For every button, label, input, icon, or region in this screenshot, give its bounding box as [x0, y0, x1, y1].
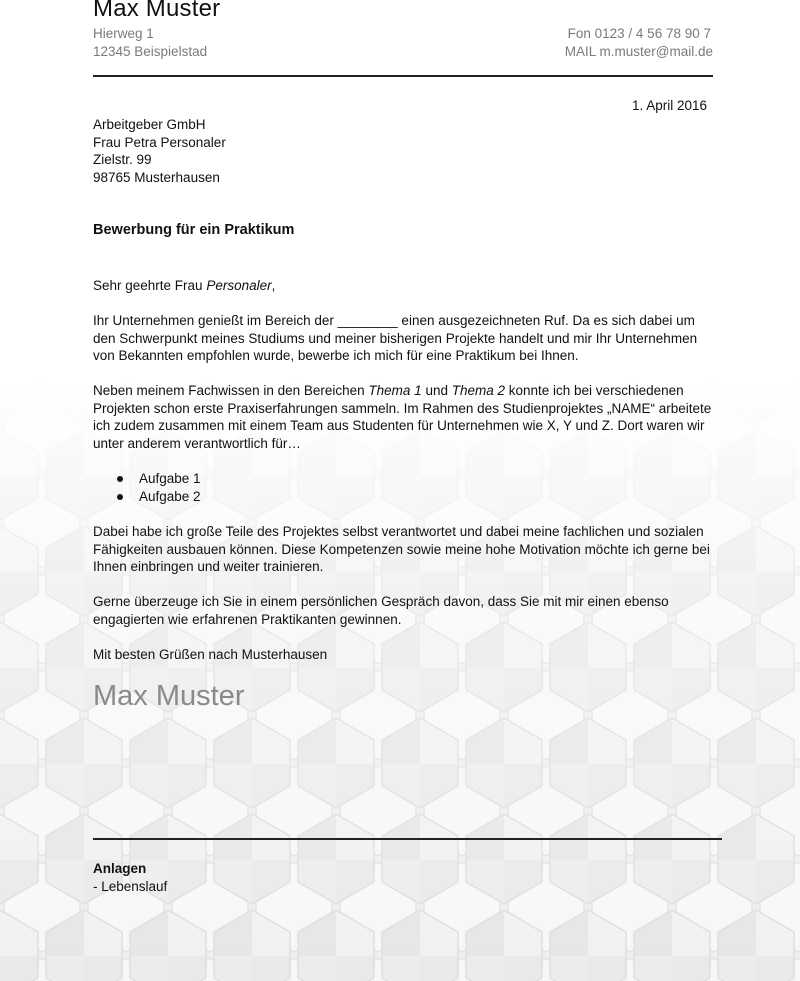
footer-divider [93, 838, 722, 840]
theme-2: Thema 2 [451, 383, 505, 398]
attachments-title: Anlagen [93, 861, 147, 876]
attachment-item: - Lebenslauf [93, 879, 168, 894]
salutation-prefix: Sehr geehrte Frau [93, 278, 207, 293]
paragraph-2-part-3: konnte ich bei verschiedenen Projekten schon erste Praxiserfahrungen sammeln. Im Rahmen des Studienprojektes „NAME“ arbeitete ich zudem zusammen mit einem Team aus Studenten für Unternehmen wie X, Y und Z. Dort waren wir unter anderem verantwortlich für… [93, 383, 712, 451]
paragraph-2-part-1: Neben meinem Fachwissen in den Bereichen [93, 383, 369, 398]
salutation-name: Personaler [206, 278, 272, 293]
salutation-suffix: , [271, 278, 276, 293]
sender-mail: MAIL m.muster@mail.de [564, 44, 713, 59]
recipient-person: Frau Petra Personaler [93, 134, 226, 150]
paragraph-3-text: Dabei habe ich große Teile des Projektes selbst verantwortet und dabei meine fachlichen und sozialen Fähigkeiten ausbauen können. Diese Kompetenzen sowie meine hohe Motivation möchte ich gerne bei Ihnen einbringen und weiter trainieren. [93, 524, 710, 575]
recipient-city: 98765 Musterhausen [93, 169, 220, 185]
paragraph-4 [93, 593, 718, 628]
paragraph-2-part-2: und [421, 383, 452, 398]
task-item-label: Aufgabe 1 [139, 471, 201, 486]
header-divider [93, 75, 713, 77]
sender-phone: Fon 0123 / 4 56 78 90 7 [567, 26, 711, 41]
sender-city: 12345 Beispielstad [93, 44, 208, 59]
paragraph-4-text: Gerne überzeuge ich Sie in einem persönlichen Gespräch davon, dass Sie mit mir einen ebenso engagierten wie erfahrenen Praktikanten gewinnen. [93, 594, 669, 627]
letter-date: 1. April 2016 [631, 98, 707, 113]
recipient-street: Zielstr. 99 [93, 152, 152, 168]
paragraph-2 [93, 382, 718, 452]
sender-street: Hierweg 1 [93, 26, 154, 41]
letter-subject: Bewerbung für ein Praktikum [93, 222, 295, 238]
signature: Max Muster [93, 680, 245, 712]
recipient-address [93, 116, 226, 186]
salutation [93, 277, 718, 295]
list-item [93, 488, 718, 506]
task-item-label: Aufgabe 2 [139, 489, 201, 504]
paragraph-2-text [93, 382, 718, 452]
bullet-icon [117, 476, 123, 482]
sender-name: Max Muster [93, 0, 221, 22]
closing-phrase: Mit besten Grüßen nach Musterhausen [93, 647, 328, 662]
paragraph-3 [93, 523, 718, 576]
paragraph-1 [93, 312, 718, 365]
theme-1: Thema 1 [368, 383, 422, 398]
task-list [93, 470, 718, 506]
list-item [93, 470, 718, 488]
bullet-icon [117, 494, 123, 500]
recipient-company: Arbeitgeber GmbH [93, 117, 206, 132]
paragraph-1-text: Ihr Unternehmen genießt im Bereich der ________ einen ausgezeichneten Ruf. Da es sich dabei um den Schwerpunkt meines Studiums und meiner bisherigen Projekte handelt und mir Ihr Unternehmen von Bekannten empfohlen wurde, bewerbe ich mich für eine Praktikum bei Ihnen. [93, 313, 698, 364]
